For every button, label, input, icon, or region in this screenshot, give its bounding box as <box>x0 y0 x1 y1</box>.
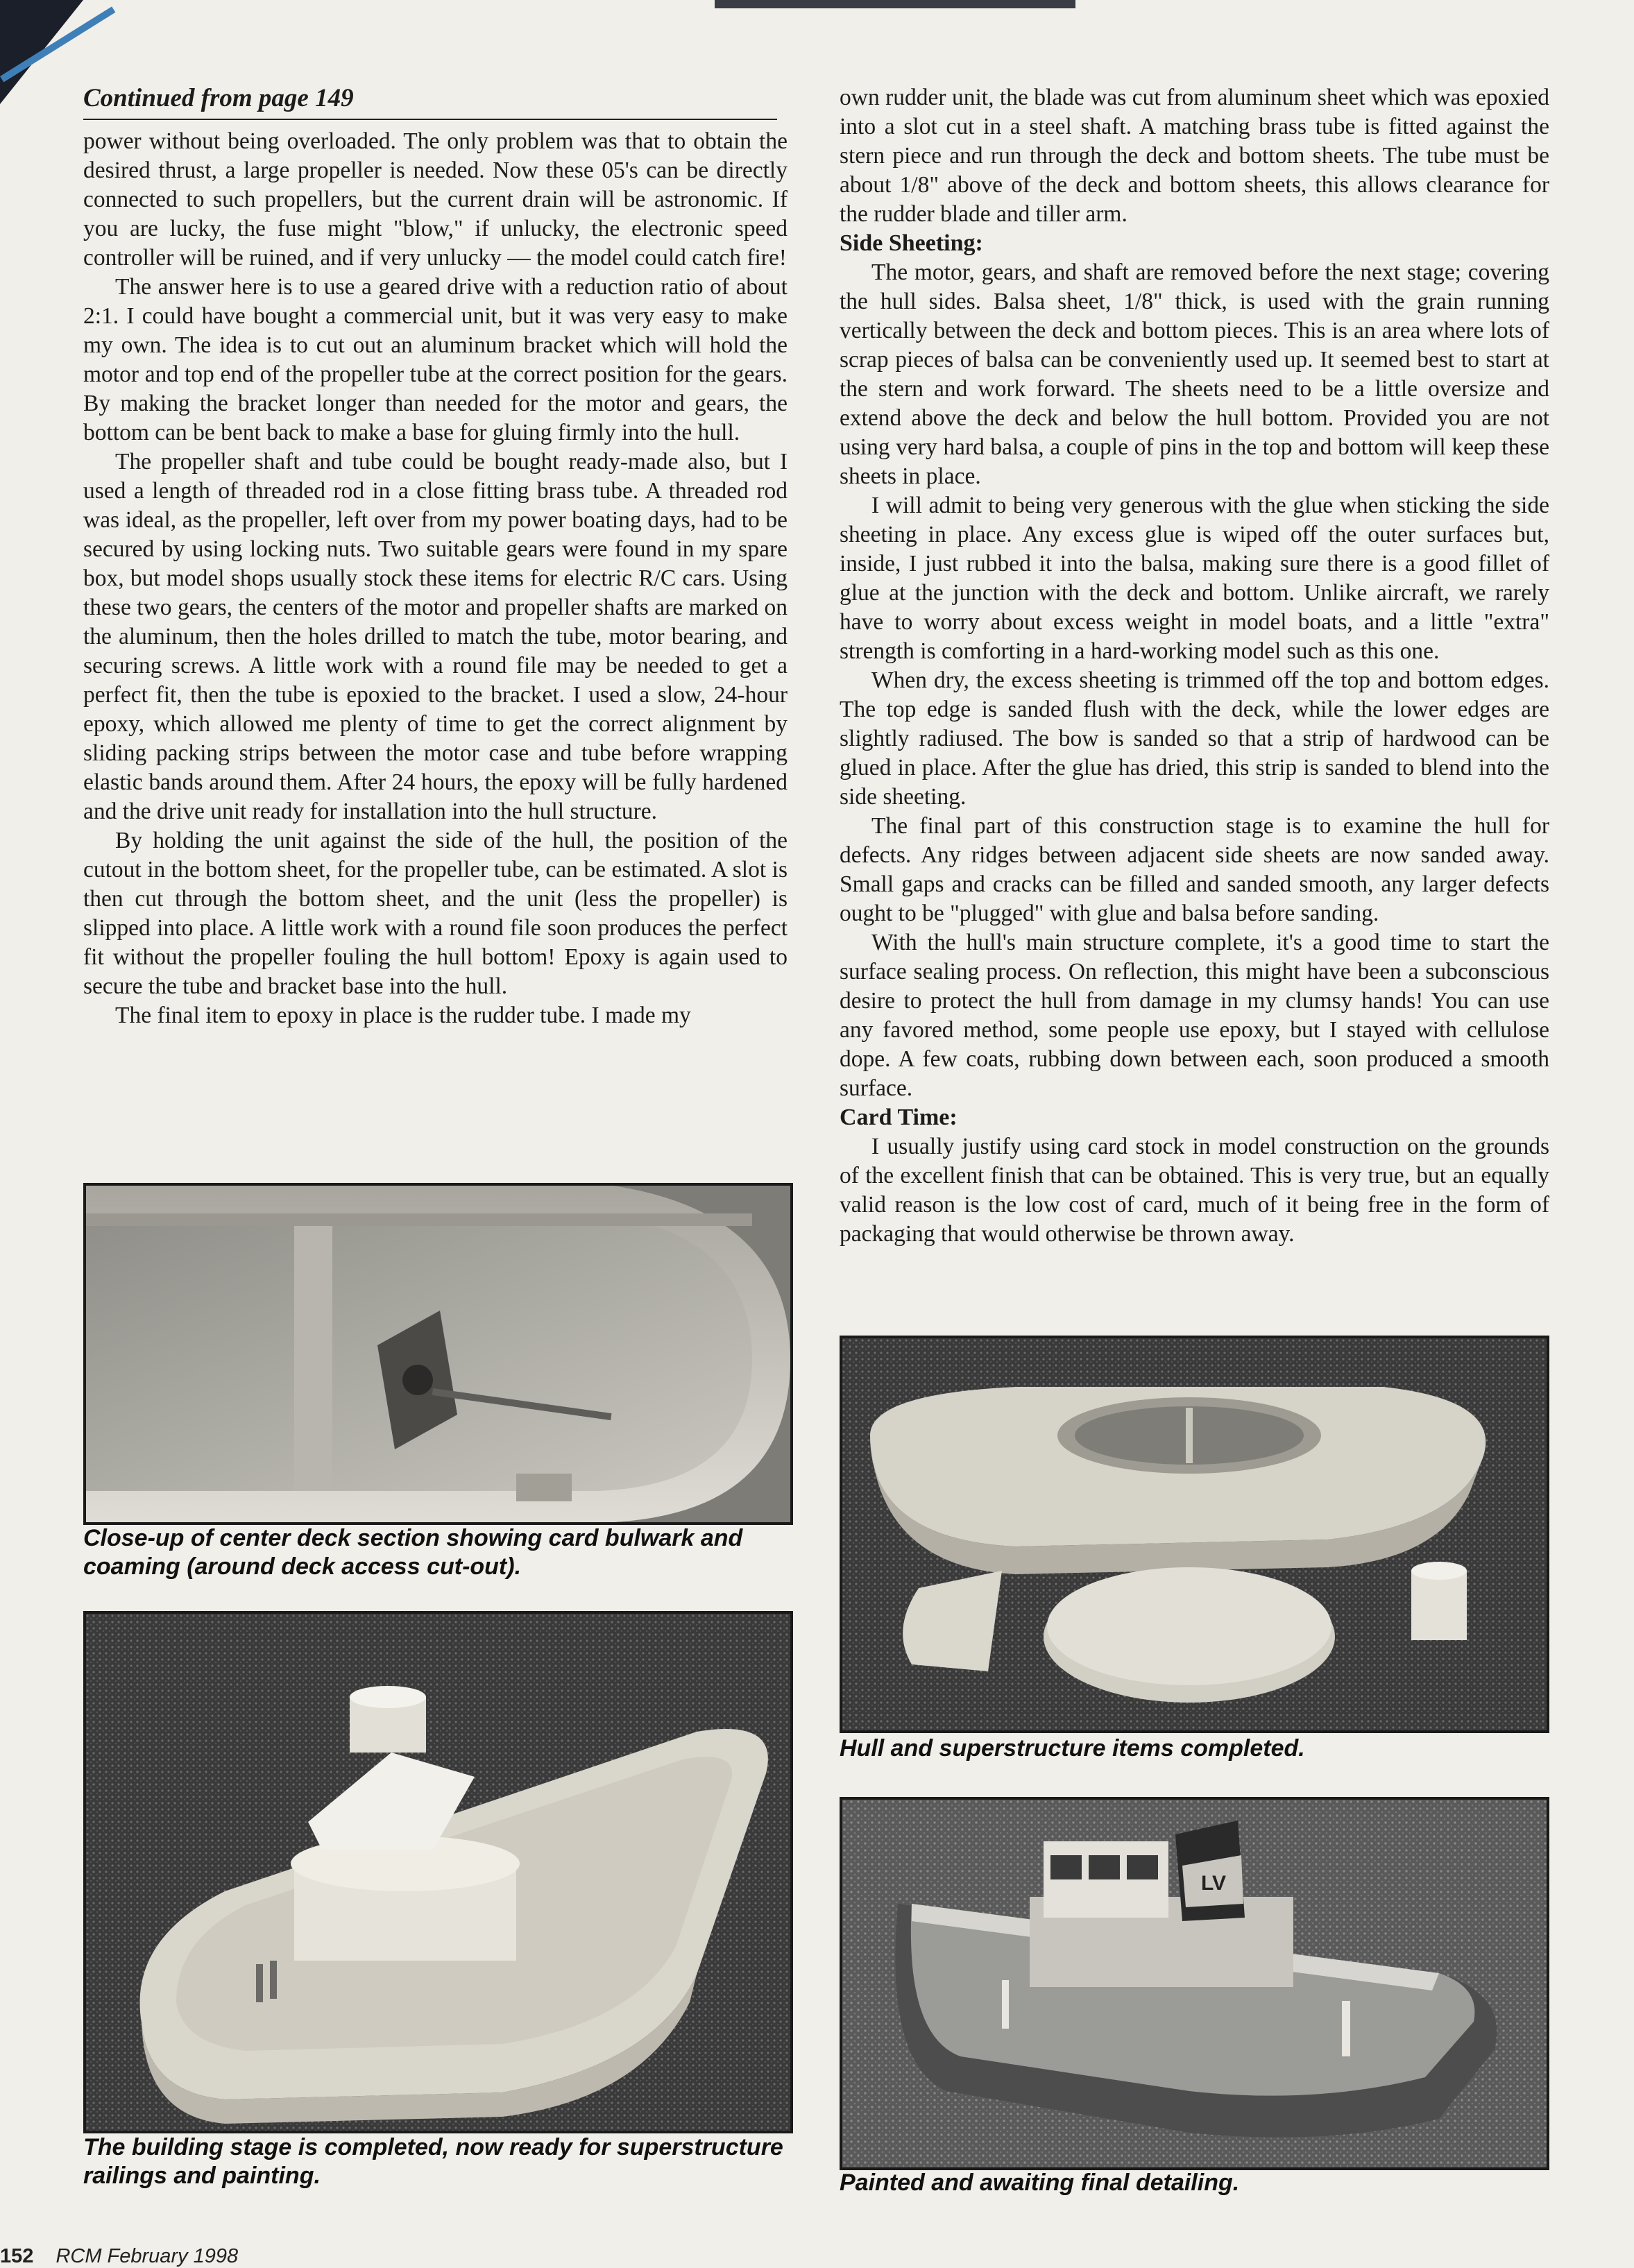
top-rule <box>715 0 1075 8</box>
right-column <box>840 83 1549 1249</box>
caption-photo-2: The building stage is completed, now ready for superstructure railings and painting. <box>83 2134 783 2189</box>
left-paragraph-2: The answer here is to use a geared drive with a reduction ratio of about 2:1. I could have bought a commercial unit, but it was very easy to make my own. The idea is to cut out an aluminum bracket which will hold the motor and top end of the propeller tube at the correct position for the gears. By making the bracket longer than needed for the motor and gears, the bottom can be bent back to make a base for gluing firmly into the hull. <box>83 274 788 445</box>
side-sheeting-heading: Side Sheeting: <box>840 230 983 256</box>
left-paragraph-1: power without being overloaded. The only problem was that to obtain the desired thrust, a large propeller is needed. Now these 05's can be directly connected to such propellers, but the current drain will be astronomic. If you are lucky, the fuse might "blow," if unlucky, the electronic speed controller will be ruined, and if very unlucky — the model could catch fire! <box>83 128 788 271</box>
magazine-issue: RCM February 1998 <box>56 2245 239 2267</box>
side-paragraph-5: With the hull's main structure complete, it's a good time to start the surface sealing process. On reflection, this might have been a subconscious desire to protect the hull from damage in my clumsy hands! You can use any favored method, some people use epoxy, but I stayed with cellulose dope. A few coats, rubbing down between each, soon produced a smooth surface. <box>840 930 1549 1101</box>
photo-building-stage <box>83 1611 793 2133</box>
continued-from-label: Continued from page 149 <box>83 83 777 120</box>
side-paragraph-2: I will admit to being very generous with the glue when sticking the side sheeting in place. Any excess glue is wiped off the outer surfaces but, inside, I just rubbed it into the balsa, making sure there is a good fillet of glue at the junction with the deck and bottom. Unlike aircraft, we rarely have to worry about excess weight in model boats, and a little "extra" strength is comforting in a hard-working model such as this one. <box>840 493 1549 664</box>
left-column <box>83 83 788 1030</box>
side-paragraph-3: When dry, the excess sheeting is trimmed off the top and bottom edges. The top edge is sanded flush with the deck, while the lower edges are slightly radiused. The bow is sanded so that a strip of hardwood can be glued in place. After the glue has dried, this strip is sanded to blend into the side sheeting. <box>840 667 1549 810</box>
photo-deck-closeup <box>83 1183 793 1525</box>
side-paragraph-4: The final part of this construction stage is to examine the hull for defects. Any ridges between adjacent side sheets are now sanded away. Small gaps and cracks can be filled and sanded smooth, any larger defects ought to be "plugged" with glue and balsa before sanding. <box>840 813 1549 926</box>
caption-photo-3: Hull and superstructure items completed. <box>840 1735 1305 1762</box>
page-number: 152 <box>0 2245 34 2267</box>
right-intro-paragraph: own rudder unit, the blade was cut from aluminum sheet which was epoxied into a slot cut in a steel shaft. A matching brass tube is fitted against the stern piece and run through the deck and bottom sheets. The tube must be about 1/8" above of the deck and bottom sheets, this allows clearance for the rudder blade and tiller arm. <box>840 85 1549 227</box>
card-paragraph-1: I usually justify using card stock in model construction on the grounds of the excellent finish that can be obtained. This is very true, but an equally valid reason is the low cost of card, much of it being free in the form of packaging that would otherwise be thrown away. <box>840 1134 1549 1247</box>
caption-photo-1: Close-up of center deck section showing card bulwark and coaming (around deck access cut-out). <box>83 1525 743 1580</box>
side-paragraph-1: The motor, gears, and shaft are removed before the next stage; covering the hull sides. Balsa sheet, 1/8" thick, is used with the grain running vertically between the deck and bottom pieces. This is an area where lots of scrap pieces of balsa can be conveniently used up. It seemed best to start at the stern and work forward. The sheets need to be a little oversize and extend above the deck and below the hull bottom. Provided you are not using very hard balsa, a couple of pins in the top and bottom will keep these sheets in place. <box>840 259 1549 489</box>
caption-photo-4: Painted and awaiting final detailing. <box>840 2169 1240 2196</box>
left-paragraph-3: The propeller shaft and tube could be bought ready-made also, but I used a length of threaded rod in a close fitting brass tube. A threaded rod was ideal, as the propeller, left over from my power boating days, had to be secured by using locking nuts. Two suitable gears were found in my spare box, but model shops usually stock these items for electric R/C cars. Using these two gears, the centers of the motor and propeller shafts are marked on the aluminum, then the holes drilled to match the tube, motor bearing, and securing screws. A little work with a round file may be needed to get a perfect fit, then the tube is epoxied to the bracket. I used a slow, 24-hour epoxy, which allowed me plenty of time to get the correct alignment by sliding packing strips between the motor case and tube before wrapping elastic bands around them. After 24 hours, the epoxy will be fully hardened and the drive unit ready for installation into the hull structure. <box>83 449 788 824</box>
left-paragraph-4: By holding the unit against the side of the hull, the position of the cutout in the bottom sheet, for the propeller tube, can be estimated. A slot is then cut through the bottom sheet, and the unit (less the propeller) is slipped into place. A little work with a round file soon produces the perfect fit without the propeller fouling the hull bottom! Epoxy is again used to secure the tube and bracket base into the hull. <box>83 828 788 999</box>
funnel-lettering: LV <box>1200 1872 1227 1895</box>
page-footer <box>0 2245 238 2268</box>
photo-hull-and-parts <box>840 1336 1549 1733</box>
left-paragraph-5: The final item to epoxy in place is the rudder tube. I made my <box>115 1003 691 1028</box>
card-time-heading: Card Time: <box>840 1105 958 1130</box>
photo-painted-tug <box>840 1797 1549 2170</box>
